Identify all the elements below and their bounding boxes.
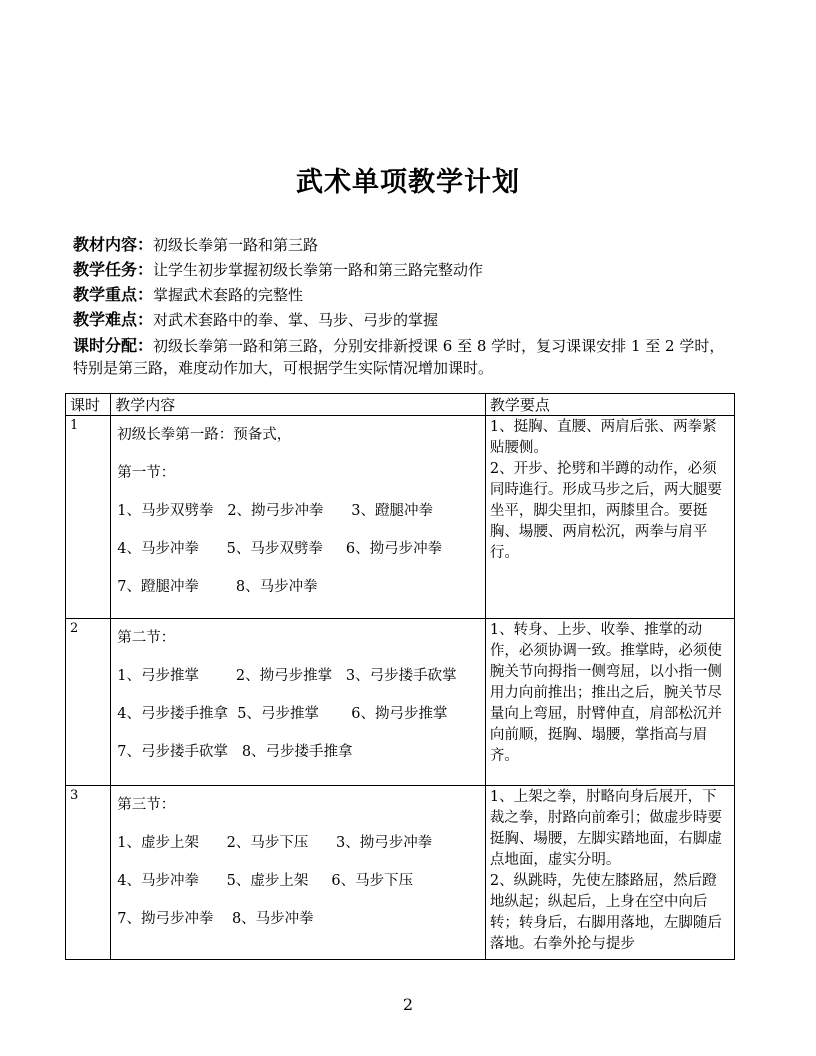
task-line — [73, 260, 753, 285]
difficulty-line — [73, 310, 753, 335]
content-line: 1、虚步上架 2、马步下压 3、拗弓步冲拳 — [117, 835, 433, 851]
points-cell: 1、上架之拳，肘略向身后展开，下裁之拳，肘路向前牽引；做虚步時要挺胸、場腰，左脚实踏地面，右脚虚点地面，虚实分明。 2、纵跳時，先使左膝路屈，然后蹬地纵起；纵起后，上身在空中向后转；转身后，右脚用落地，左脚随后落地。右拳外抡与提步 — [485, 786, 734, 960]
content-cell — [111, 416, 486, 619]
content-line: 7、拗弓步冲拳 8、马步冲拳 — [117, 911, 314, 927]
task-value: 让学生初步掌握初级长拳第一路和第三路完整动作 — [153, 261, 484, 279]
header-period: 课时 — [66, 394, 111, 416]
key-point-value: 掌握武术套路的完整性 — [153, 286, 304, 304]
period-number: 1 — [66, 416, 111, 619]
document-title: 武术单项教学计划 — [296, 167, 520, 198]
key-point-line — [73, 285, 753, 310]
hours-value-2: 特别是第三路，难度动作加大，可根据学生实际情况增加课时。 — [73, 359, 494, 377]
content-line: 4、马步冲拳 5、虚步上架 6、马步下压 — [117, 873, 414, 889]
period-number: 2 — [66, 619, 111, 786]
table-header-row — [66, 394, 735, 416]
table-row — [66, 786, 735, 960]
task-label: 教学任务： — [73, 260, 154, 279]
period-number: 3 — [66, 786, 111, 960]
difficulty-label: 教学难点： — [73, 310, 154, 329]
content-line: 1、弓步推掌 2、拗弓步推掌 3、弓步搂手砍掌 — [117, 668, 457, 684]
header-content: 教学内容 — [111, 394, 486, 416]
plan-meta — [73, 235, 753, 379]
points-cell: 1、转身、上步、收拳、推掌的动作，必须协调一致。推掌時，必须使腕关节向拇指一侧弯屈，以小指一侧用力向前推出；推出之后，腕关节尽量向上弯屈，肘臂伸直，肩部松沉并向前顺，挺胸、塌腰，掌指高与眉齐。 — [485, 619, 734, 786]
difficulty-value: 对武术套路中的拳、掌、马步、弓步的掌握 — [153, 311, 439, 329]
content-value: 初级长拳第一路和第三路 — [153, 236, 319, 254]
content-label: 教材内容： — [73, 235, 154, 254]
content-line: 7、蹬腿冲拳 8、马步冲拳 — [117, 579, 318, 595]
table-row — [66, 416, 735, 619]
points-cell: 1、挺胸、直腰、两肩后张、两拳紧贴腰侧。 2、开步、抡劈和半蹲的动作，必须同時進行。形成马步之后，两大腿要坐平，脚尖里扣，两膝里合。要挺胸、場腰、两肩松沉，两拳与肩平行。 — [485, 416, 734, 619]
plan-table — [65, 393, 735, 960]
page-number: 2 — [402, 995, 414, 1014]
content-line: 4、弓步搂手推拿 5、弓步推掌 6、拗弓步推掌 — [117, 706, 448, 722]
content-line: 4、马步冲拳 5、马步双劈拳 6、拗弓步冲拳 — [117, 541, 443, 557]
content-line: 1、马步双劈拳 2、拗弓步冲拳 3、蹬腿冲拳 — [117, 503, 433, 519]
content-cell — [111, 786, 486, 960]
content-line: 初级长拳第一路：预备式， — [117, 427, 292, 443]
key-point-label: 教学重点： — [73, 285, 154, 304]
content-line: 第三节： — [117, 797, 176, 813]
content-line: 7、弓步搂手砍掌 8、弓步搂手推拿 — [117, 744, 353, 760]
header-points: 教学要点 — [485, 394, 734, 416]
content-line — [73, 235, 753, 260]
table-row — [66, 619, 735, 786]
content-line: 第二节： — [117, 630, 176, 646]
content-cell — [111, 619, 486, 786]
hours-line — [73, 335, 753, 379]
hours-value-1: 初级长拳第一路和第三路，分别安排新授课 6 至 8 学时，复习课课安排 1 至 2 学时， — [153, 337, 725, 355]
content-line: 第一节： — [117, 465, 176, 481]
hours-label: 课时分配： — [73, 336, 154, 355]
